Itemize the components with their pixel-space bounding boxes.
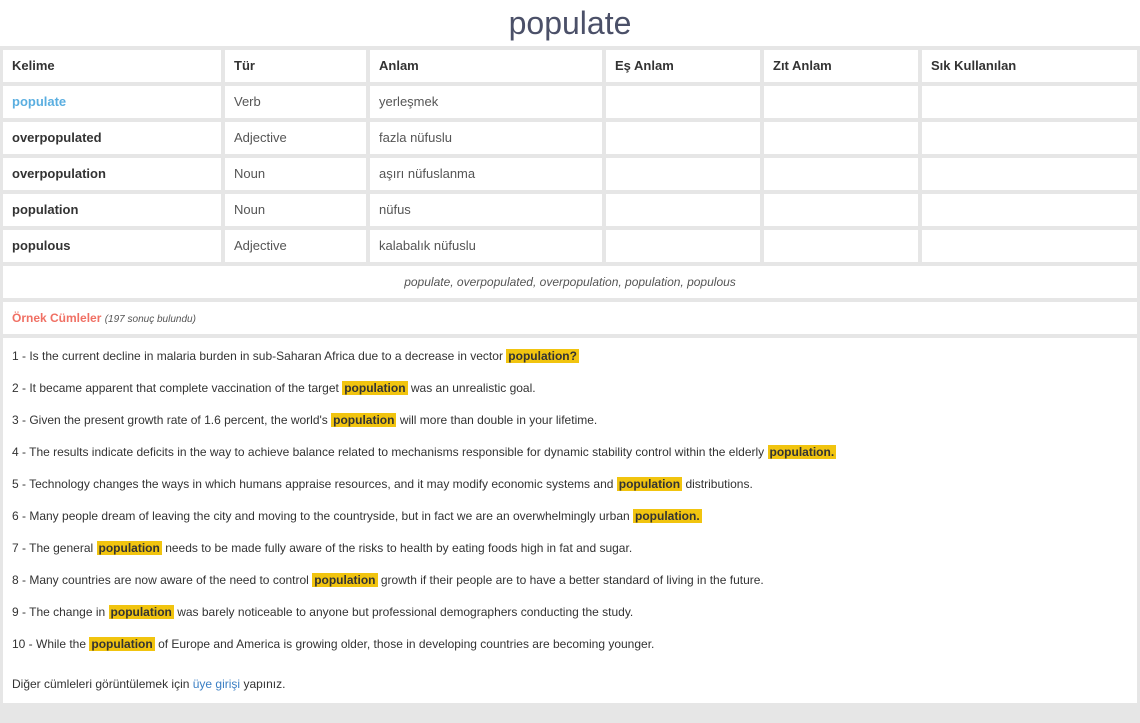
table-row: [3, 194, 1137, 226]
word-antonym: [764, 86, 918, 118]
word-family-list: populate, overpopulated, overpopulation, population, populous: [3, 266, 1137, 298]
word-antonym: [764, 122, 918, 154]
word-antonym: [764, 230, 918, 262]
example-sentence: [12, 537, 1128, 569]
header-kelime: Kelime: [3, 50, 221, 82]
sentence-before: 10 - While the: [12, 637, 87, 651]
word-synonym: [606, 230, 760, 262]
sentence-after: needs to be made fully aware of the risks to health by eating foods high in fat and sugar.: [165, 541, 633, 555]
example-sentence: [12, 441, 1128, 473]
word-meaning: aşırı nüfuslanma: [370, 158, 602, 190]
highlighted-word: population: [314, 573, 376, 587]
dictionary-panel: [0, 46, 1140, 723]
table-row: [3, 86, 1137, 118]
sentence-before: 6 - Many people dream of leaving the city and moving to the countryside, but in fact we are an overwhelmingly urban: [12, 509, 630, 523]
header-tur: Tür: [225, 50, 366, 82]
sentence-before: 9 - The change in: [12, 605, 106, 619]
word-synonym: [606, 86, 760, 118]
examples-header: [3, 302, 1137, 334]
word-link[interactable]: overpopulation: [3, 158, 221, 190]
word-type: Noun: [225, 158, 366, 190]
sentence-before: 5 - Technology changes the ways in which humans appraise resources, and it may modify economic systems and: [12, 477, 614, 491]
word-common: [922, 230, 1137, 262]
highlighted-word: population: [618, 477, 681, 491]
highlighted-word: population: [333, 413, 395, 427]
page-title: populate: [508, 5, 632, 41]
sentence-before: 7 - The general: [12, 541, 94, 555]
example-sentence: [12, 409, 1128, 441]
sentence-before: 2 - It became apparent that complete vaccination of the target: [12, 381, 339, 395]
example-sentence: [12, 345, 1128, 377]
highlighted-word: population: [98, 541, 160, 555]
word-meaning: kalabalık nüfuslu: [370, 230, 602, 262]
word-synonym: [606, 194, 760, 226]
word-common: [922, 86, 1137, 118]
example-sentence: [12, 569, 1128, 601]
sentence-after: growth if their people are to have a better standard of living in the future.: [380, 573, 764, 587]
word-common: [922, 122, 1137, 154]
header-zit-anlam: Zıt Anlam: [764, 50, 918, 82]
highlighted-word: population: [344, 381, 406, 395]
word-synonym: [606, 122, 760, 154]
highlighted-word: population.: [635, 509, 700, 523]
header-es-anlam: Eş Anlam: [606, 50, 760, 82]
word-type: Noun: [225, 194, 366, 226]
word-antonym: [764, 158, 918, 190]
sentence-before: 4 - The results indicate deficits in the way to achieve balance related to mechanisms responsible for dynamic stability control within the elderly: [12, 445, 765, 459]
example-sentence: [12, 633, 1128, 665]
login-prompt-before: Diğer cümleleri görüntülemek için: [12, 677, 190, 691]
example-sentence: [12, 473, 1128, 505]
sentence-before: 1 - Is the current decline in malaria burden in sub-Saharan Africa due to a decrease in vector: [12, 349, 503, 363]
word-link[interactable]: population: [3, 194, 221, 226]
sentence-after: was an unrealistic goal.: [410, 381, 536, 395]
example-sentence: [12, 601, 1128, 633]
word-link[interactable]: populous: [3, 230, 221, 262]
sentence-after: will more than double in your lifetime.: [399, 413, 598, 427]
table-header: [3, 50, 1137, 82]
word-meaning: nüfus: [370, 194, 602, 226]
login-prompt: [12, 673, 1128, 695]
table-row: [3, 122, 1137, 154]
word-link[interactable]: populate: [3, 86, 221, 118]
word-common: [922, 158, 1137, 190]
highlighted-word: population.: [769, 445, 835, 459]
word-meaning: yerleşmek: [370, 86, 602, 118]
sentence-after: of Europe and America is growing older, those in developing countries are becoming younger.: [158, 637, 655, 651]
sentence-after: was barely noticeable to anyone but professional demographers conducting the study.: [177, 605, 634, 619]
examples-count: (197 sonuç bulundu): [104, 314, 196, 325]
word-type: Verb: [225, 86, 366, 118]
login-link[interactable]: üye girişi: [192, 677, 241, 691]
example-sentences: [3, 338, 1137, 703]
highlighted-word: population: [110, 605, 172, 619]
word-antonym: [764, 194, 918, 226]
highlighted-word: population: [91, 637, 153, 651]
sentence-before: 3 - Given the present growth rate of 1.6 percent, the world's: [12, 413, 328, 427]
table-row: [3, 230, 1137, 262]
header-anlam: Anlam: [370, 50, 602, 82]
example-sentence: [12, 377, 1128, 409]
example-sentence: [12, 505, 1128, 537]
header-sik-kullanilan: Sık Kullanılan: [922, 50, 1137, 82]
sentence-after: distributions.: [685, 477, 753, 491]
word-common: [922, 194, 1137, 226]
table-row: [3, 158, 1137, 190]
sentence-before: 8 - Many countries are now aware of the need to control: [12, 573, 309, 587]
word-link[interactable]: overpopulated: [3, 122, 221, 154]
word-type: Adjective: [225, 230, 366, 262]
word-type: Adjective: [225, 122, 366, 154]
word-meaning: fazla nüfuslu: [370, 122, 602, 154]
highlighted-word: population?: [508, 349, 577, 363]
examples-title: Örnek Cümleler: [12, 311, 102, 325]
login-prompt-after: yapınız.: [243, 677, 286, 691]
word-synonym: [606, 158, 760, 190]
